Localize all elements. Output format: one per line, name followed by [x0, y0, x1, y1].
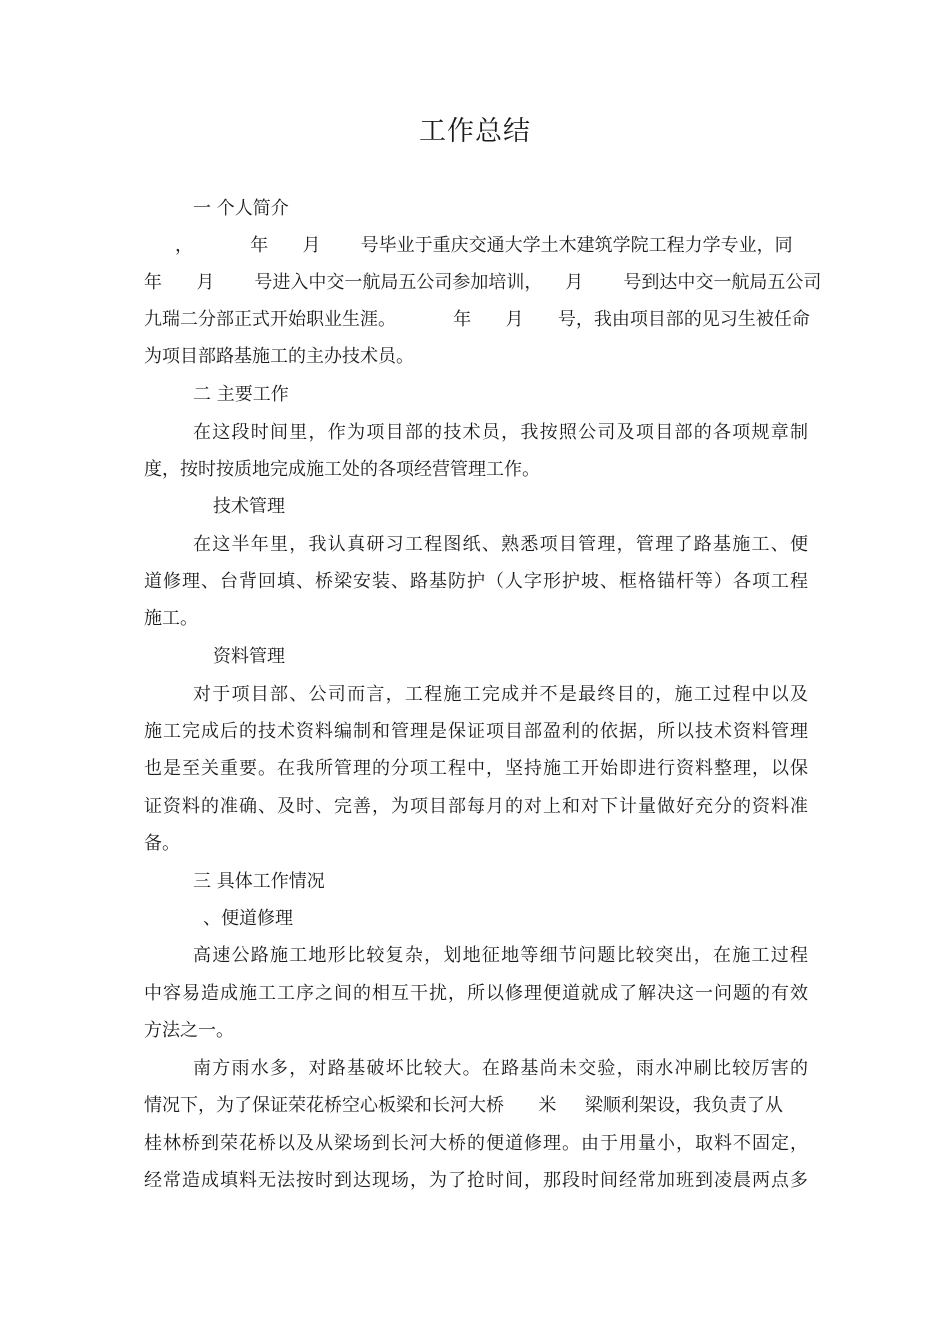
subsection-heading: 技术管理 — [213, 496, 285, 517]
paragraph-line: 经常造成填料无法按时到达现场，为了抢时间，那段时间经常加班到凌晨两点多 — [144, 1170, 808, 1191]
paragraph-line: 桂林桥到荣花桥以及从梁场到长河大桥的便道修理。由于用量小，取料不固定， — [144, 1133, 808, 1154]
paragraph-line: 在这段时间里，作为项目部的技术员，我按照公司及项目部的各项规章制 — [193, 422, 808, 443]
paragraph-line: 施工完成后的技术资料编制和管理是保证项目部盈利的依据，所以技术资料管理 — [144, 721, 808, 742]
subsection-heading: 、便道修理 — [203, 908, 293, 929]
paragraph-line: 也是至关重要。在我所管理的分项工程中，坚持施工开始即进行资料整理，以保 — [144, 758, 808, 779]
paragraph-line: 中容易造成施工工序之间的相互干扰，所以修理便道就成了解决这一问题的有效 — [144, 983, 808, 1004]
paragraph-line: 情况下，为了保证荣花桥空心板梁和长河大桥 米 梁顺利架设，我负责了从 — [144, 1095, 783, 1116]
paragraph-line: 证资料的准确、及时、完善，为项目部每月的对上和对下计量做好充分的资料准 — [144, 796, 808, 817]
paragraph-line: 备。 — [144, 833, 180, 854]
paragraph-line: 为项目部路基施工的主办技术员。 — [144, 346, 414, 367]
section-heading-3: 三 具体工作情况 — [193, 871, 325, 892]
document-title: 工作总结 — [419, 116, 531, 147]
paragraph-line: 对于项目部、公司而言，工程施工完成并不是最终目的，施工过程中以及 — [193, 684, 808, 705]
paragraph-line: 南方雨水多，对路基破坏比较大。在路基尚未交验，雨水冲刷比较厉害的 — [193, 1058, 808, 1079]
paragraph-line: 道修理、台背回填、桥梁安装、路基防护（人字形护坡、框格锚杆等）各项工程 — [144, 571, 808, 592]
paragraph-line: 九瑞二分部正式开始职业生涯。 年 月 号，我由项目部的见习生被任命 — [144, 309, 810, 330]
section-heading-1: 一 个人简介 — [193, 198, 289, 219]
section-heading-2: 二 主要工作 — [193, 384, 289, 405]
paragraph-line: ， 年 月 号毕业于重庆交通大学土木建筑学院工程力学专业，同 — [175, 235, 793, 256]
paragraph-line: 年 月 号进入中交一航局五公司参加培训， 月 号到达中交一航局五公司 — [144, 272, 822, 293]
subsection-heading: 资料管理 — [213, 646, 285, 667]
paragraph-line: 施工。 — [144, 608, 198, 629]
paragraph-line: 方法之一。 — [144, 1020, 234, 1041]
paragraph-line: 度，按时按质地完成施工处的各项经营管理工作。 — [144, 459, 540, 480]
paragraph-line: 在这半年里，我认真研习工程图纸、熟悉项目管理，管理了路基施工、便 — [193, 534, 808, 555]
paragraph-line: 高速公路施工地形比较复杂，划地征地等细节问题比较突出，在施工过程 — [193, 945, 808, 966]
